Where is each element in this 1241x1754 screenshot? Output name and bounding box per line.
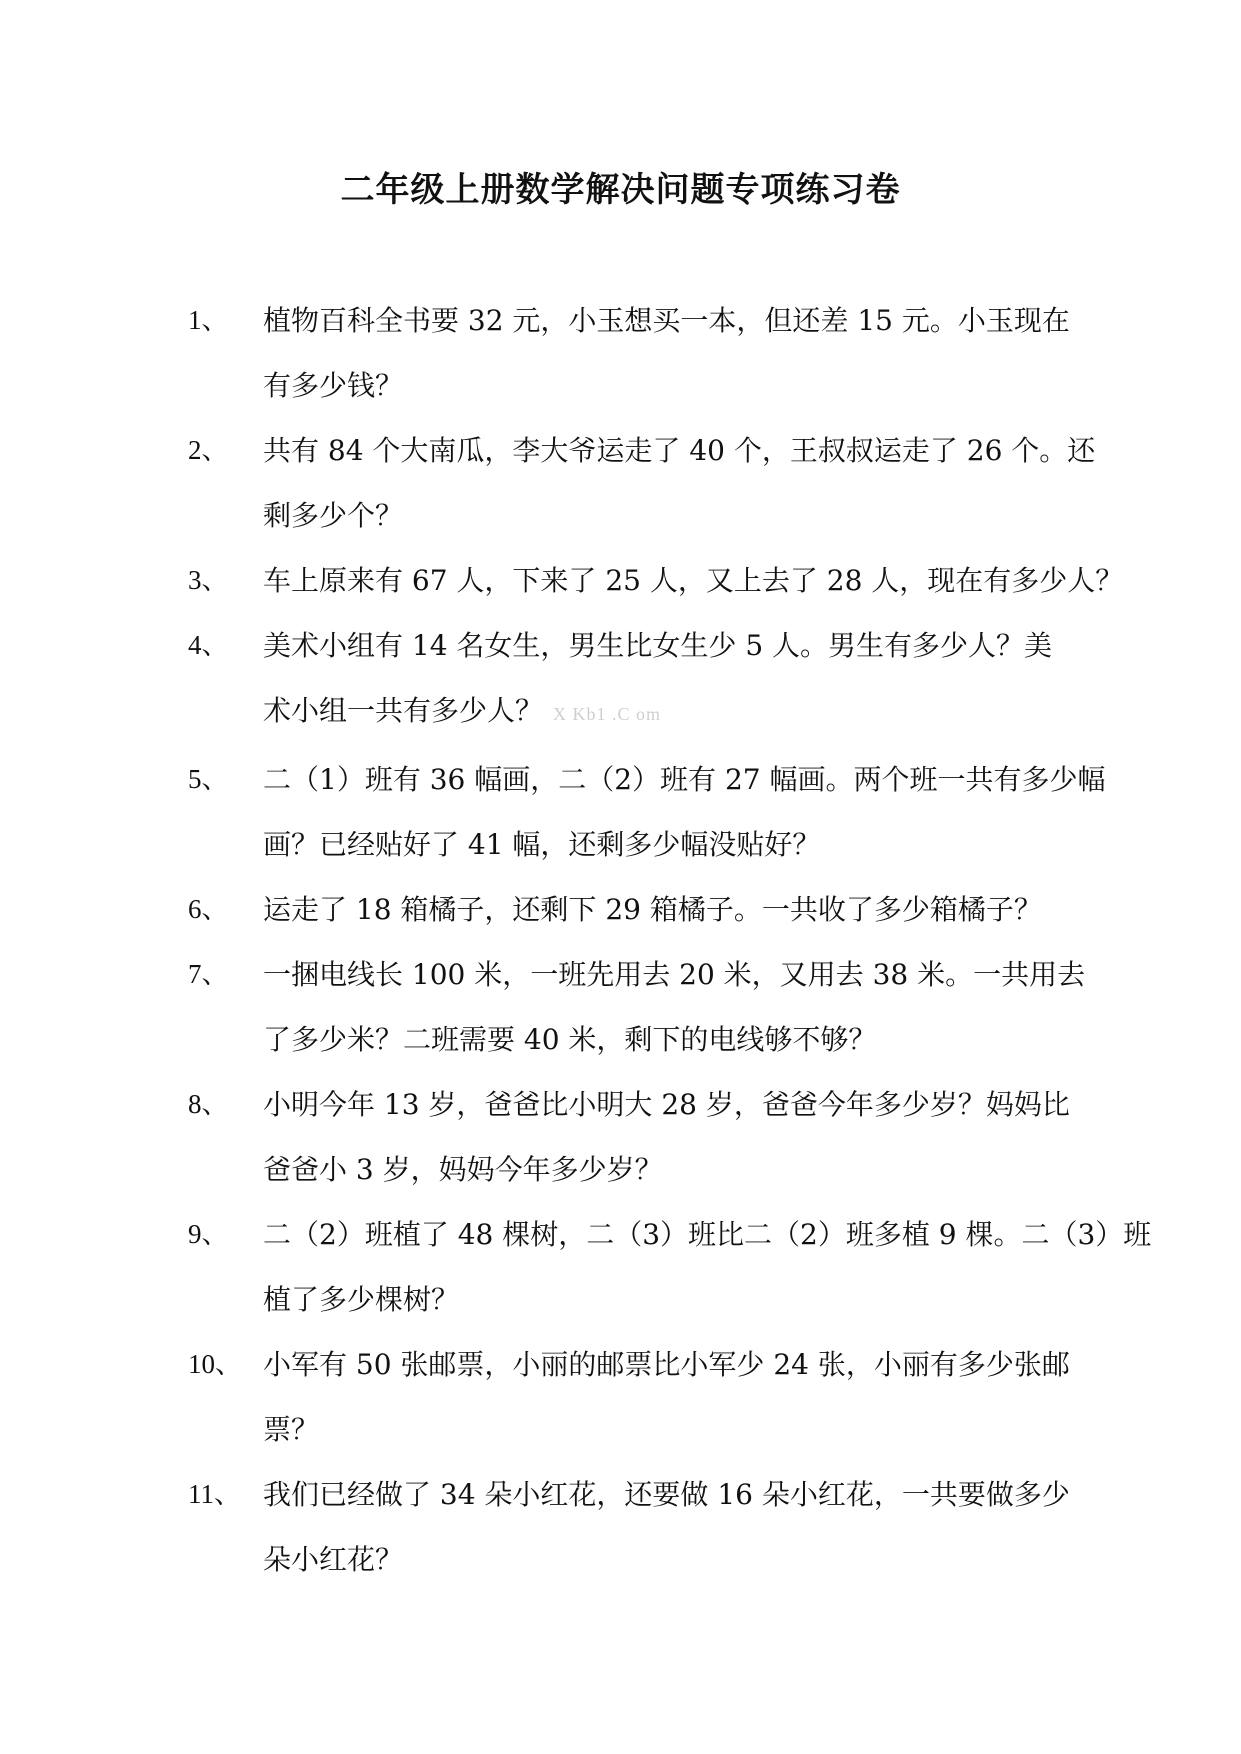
problem-text-line bbox=[263, 747, 1106, 812]
problem-number: 1、 bbox=[188, 305, 229, 335]
problem-text: 我们已经做了 34 朵小红花，还要做 16 朵小红花，一共要做多少 bbox=[263, 1478, 1070, 1511]
problem-item bbox=[0, 1202, 1152, 1332]
problem-item bbox=[0, 548, 1124, 613]
problem-text: 了多少米？二班需要 40 米，剩下的电线够不够？ bbox=[263, 1023, 877, 1056]
problem-text: 共有 84 个大南瓜，李大爷运走了 40 个，王叔叔运走了 26 个。还 bbox=[263, 434, 1096, 467]
problem-number: 3、 bbox=[188, 565, 229, 595]
problem-text-line bbox=[263, 353, 1063, 418]
problem-item bbox=[0, 418, 1096, 548]
problem-item bbox=[0, 747, 1106, 877]
problem-number: 7、 bbox=[188, 959, 229, 989]
problem-text: 一捆电线长 100 米，一班先用去 20 米，又用去 38 米。一共用去 bbox=[263, 958, 1086, 991]
problem-number: 11、 bbox=[188, 1479, 241, 1509]
problem-item bbox=[0, 942, 1086, 1072]
watermark-text: X Kb1 .C om bbox=[553, 704, 662, 724]
problem-text-line bbox=[263, 1332, 1070, 1397]
problem-text: 植物百科全书要 32 元，小玉想买一本，但还差 15 元。小玉现在 bbox=[263, 304, 1070, 337]
problem-text: 小军有 50 张邮票，小丽的邮票比小军少 24 张，小丽有多少张邮 bbox=[263, 1348, 1070, 1381]
problem-text-line bbox=[263, 548, 1124, 613]
problem-number: 6、 bbox=[188, 894, 229, 924]
problem-number: 2、 bbox=[188, 435, 229, 465]
problem-item bbox=[0, 613, 1063, 747]
problem-text: 剩多少个？ bbox=[263, 499, 404, 532]
problem-text: 有多少钱？ bbox=[263, 369, 404, 402]
problem-text: 画？已经贴好了 41 幅，还剩多少幅没贴好？ bbox=[263, 828, 821, 861]
problem-text: 小明今年 13 岁，爸爸比小明大 28 岁，爸爸今年多少岁？妈妈比 bbox=[263, 1088, 1070, 1121]
problem-text-line bbox=[263, 483, 1063, 548]
problem-text: 术小组一共有多少人？ bbox=[263, 694, 544, 727]
problem-text-line bbox=[263, 1462, 1070, 1527]
problem-number: 9、 bbox=[188, 1219, 229, 1249]
problem-number: 8、 bbox=[188, 1089, 229, 1119]
problem-text: 植了多少棵树？ bbox=[263, 1283, 460, 1316]
problem-text-line bbox=[263, 942, 1086, 1007]
problem-text-line bbox=[263, 418, 1096, 483]
problem-text-line bbox=[263, 1397, 1063, 1462]
problem-text-line bbox=[263, 288, 1070, 353]
problem-item bbox=[0, 1462, 1070, 1592]
problem-text: 爸爸小 3 岁，妈妈今年多少岁？ bbox=[263, 1153, 663, 1186]
problem-item bbox=[0, 877, 1063, 942]
problem-text-line bbox=[263, 678, 1063, 747]
problem-number: 10、 bbox=[188, 1349, 242, 1379]
problem-text-line bbox=[263, 1137, 1063, 1202]
problem-text: 美术小组有 14 名女生，男生比女生少 5 人。男生有多少人？美 bbox=[263, 629, 1053, 662]
page-title: 二年级上册数学解决问题专项练习卷 bbox=[340, 170, 901, 210]
problem-text-line bbox=[263, 812, 1063, 877]
problem-text: 二（1）班有 36 幅画，二（2）班有 27 幅画。两个班一共有多少幅 bbox=[263, 763, 1106, 796]
problem-text: 二（2）班植了 48 棵树，二（3）班比二（2）班多植 9 棵。二（3）班 bbox=[263, 1218, 1152, 1251]
problem-text-line bbox=[263, 1202, 1152, 1267]
problem-number: 4、 bbox=[188, 630, 229, 660]
problem-text-line bbox=[263, 1007, 1063, 1072]
problem-number: 5、 bbox=[188, 764, 229, 794]
problem-item bbox=[0, 1072, 1070, 1202]
problem-text: 运走了 18 箱橘子，还剩下 29 箱橘子。一共收了多少箱橘子？ bbox=[263, 893, 1042, 926]
problem-item bbox=[0, 1332, 1070, 1462]
problem-text-line bbox=[263, 1527, 1063, 1592]
problem-text: 车上原来有 67 人，下来了 25 人，又上去了 28 人，现在有多少人？ bbox=[263, 564, 1124, 597]
problem-item bbox=[0, 288, 1070, 418]
problem-text-line bbox=[263, 877, 1063, 942]
problem-text-line bbox=[263, 1072, 1070, 1137]
problem-list bbox=[0, 288, 1241, 1592]
problem-text-line bbox=[263, 613, 1063, 678]
problem-text: 票？ bbox=[263, 1413, 320, 1446]
problem-text: 朵小红花？ bbox=[263, 1543, 404, 1576]
problem-text-line bbox=[263, 1267, 1063, 1332]
